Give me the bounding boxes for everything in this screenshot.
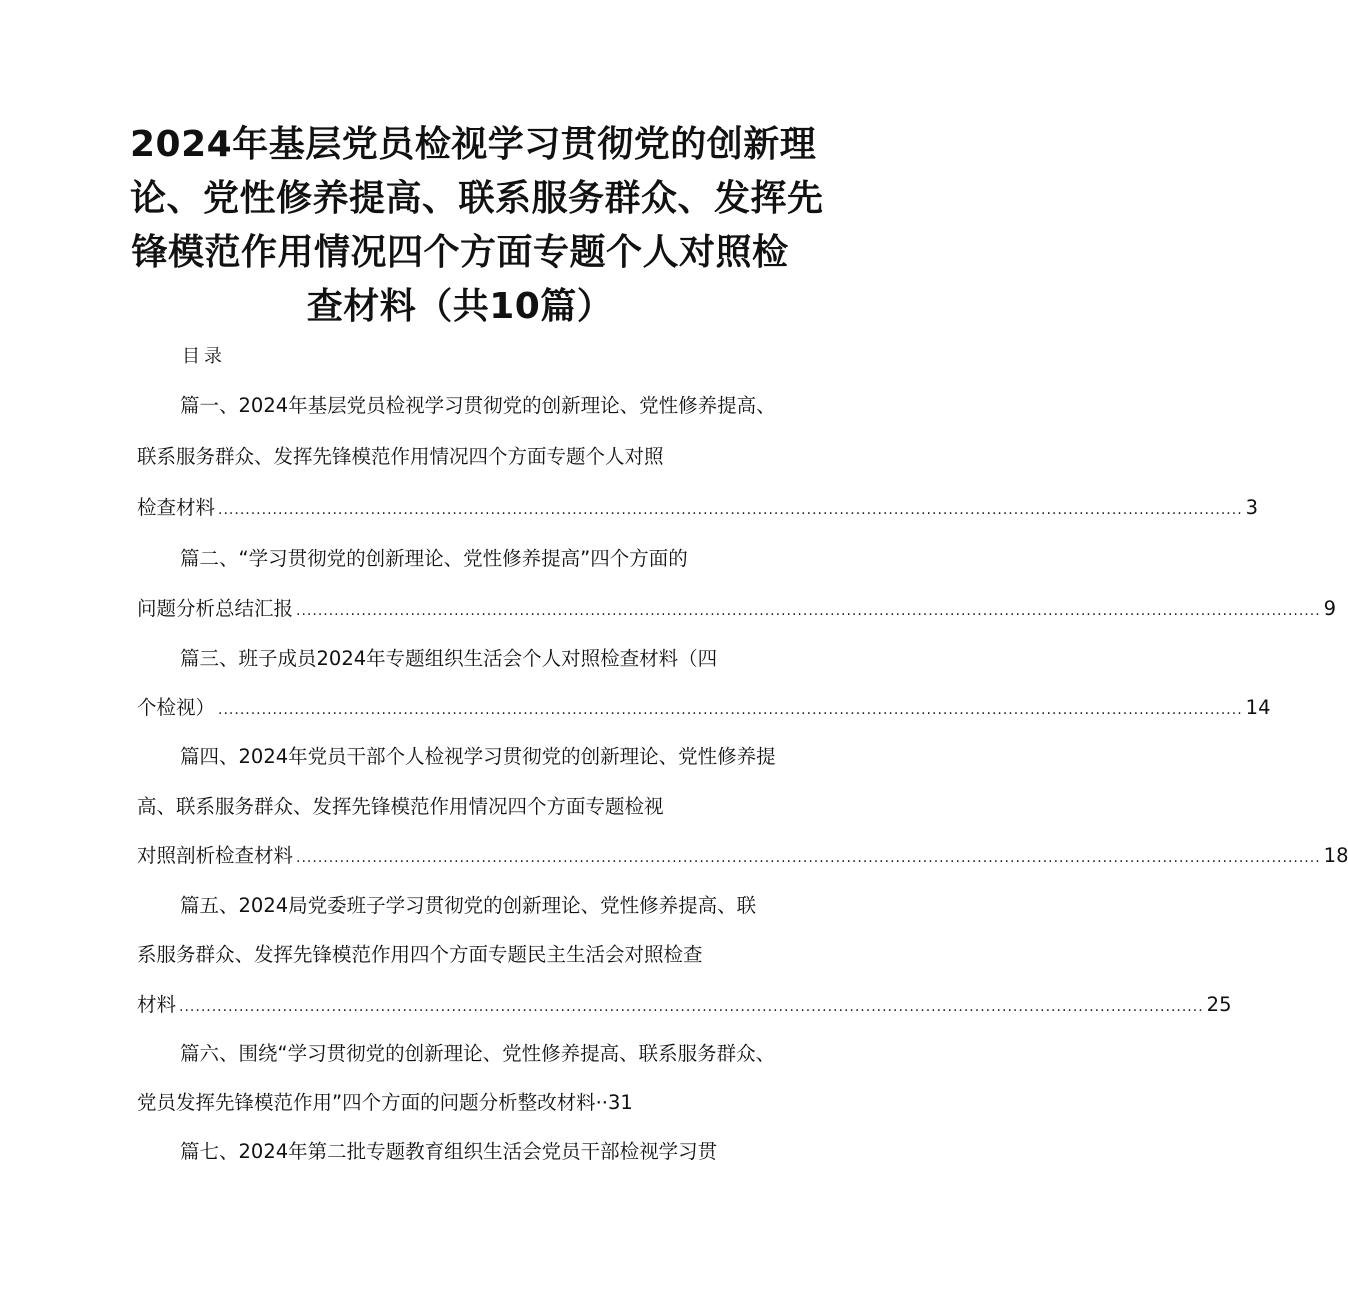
title-line: 论、党性修养提高、联系服务群众、发挥先 [130, 178, 824, 219]
toc-entry-1-line-1[interactable]: 篇一、2024年基层党员检视学习贯彻党的创新理论、党性修养提高、 [180, 394, 776, 417]
toc-entry-5-line-1[interactable]: 篇五、2024局党委班子学习贯彻党的创新理论、党性修养提高、联 [180, 894, 757, 917]
toc-entry-5-line-2[interactable]: 系服务群众、发挥先锋模范作用四个方面专题民主生活会对照检查 [137, 943, 703, 966]
toc-entry-text: 检查材料 [137, 496, 216, 519]
toc-entry-5-last[interactable] [137, 991, 1232, 1021]
document-title [130, 118, 824, 334]
toc-entry-6-line-2[interactable]: 党员发挥先锋模范作用”四个方面的问题分析整改材料··31 [137, 1091, 633, 1114]
page-number: 18 [1323, 844, 1348, 867]
toc-entry-1-line-2[interactable]: 联系服务群众、发挥先锋模范作用情况四个方面专题个人对照 [137, 445, 664, 468]
title-line: 锋模范作用情况四个方面专题个人对照检 [131, 232, 789, 273]
toc-entry-7-line-1[interactable]: 篇七、2024年第二批专题教育组织生活会党员干部检视学习贯 [180, 1140, 718, 1163]
toc-entry-text: 对照剖析检查材料 [137, 844, 294, 867]
toc-entry-6-line-1[interactable]: 篇六、围绕“学习贯彻党的创新理论、党性修养提高、联系服务群众、 [180, 1042, 776, 1065]
toc-entry-3-last[interactable] [137, 694, 1271, 724]
toc-entry-text: 个检视） [137, 696, 216, 719]
toc-entry-text: 材料 [137, 993, 177, 1016]
leader-dots: ............................................................................................................................................................................................ [218, 502, 1243, 518]
page-number: 9 [1323, 597, 1337, 620]
leader-dots: ............................................................................................................................................................................................ [218, 702, 1243, 718]
page-number: 3 [1245, 496, 1259, 519]
page-number: 25 [1206, 993, 1232, 1016]
toc-entry-2-last[interactable] [137, 595, 1337, 625]
leader-dots: ............................................................................................................................................................................................ [296, 603, 1321, 619]
toc-heading: 目录 [182, 346, 226, 367]
leader-dots: ............................................................................................................................................................................................ [296, 850, 1321, 866]
toc-entry-text: 问题分析总结汇报 [137, 597, 294, 620]
toc-entry-4-line-1[interactable]: 篇四、2024年党员干部个人检视学习贯彻党的创新理论、党性修养提 [180, 745, 776, 768]
leader-dots: ............................................................................................................................................................................................ [179, 999, 1204, 1015]
toc-entry-3-line-1[interactable]: 篇三、班子成员2024年专题组织生活会个人对照检查材料（四 [180, 647, 718, 670]
toc-entry-4-last[interactable] [137, 842, 1348, 872]
title-line: 查材料（共10篇） [306, 286, 614, 327]
toc-entry-1-last[interactable] [137, 494, 1259, 524]
title-line: 2024年基层党员检视学习贯彻党的创新理 [130, 124, 817, 165]
page-number: 14 [1245, 696, 1271, 719]
toc-entry-2-line-1[interactable]: 篇二、“学习贯彻党的创新理论、党性修养提高”四个方面的 [180, 547, 688, 570]
toc-entry-4-line-2[interactable]: 高、联系服务群众、发挥先锋模范作用情况四个方面专题检视 [137, 795, 664, 818]
